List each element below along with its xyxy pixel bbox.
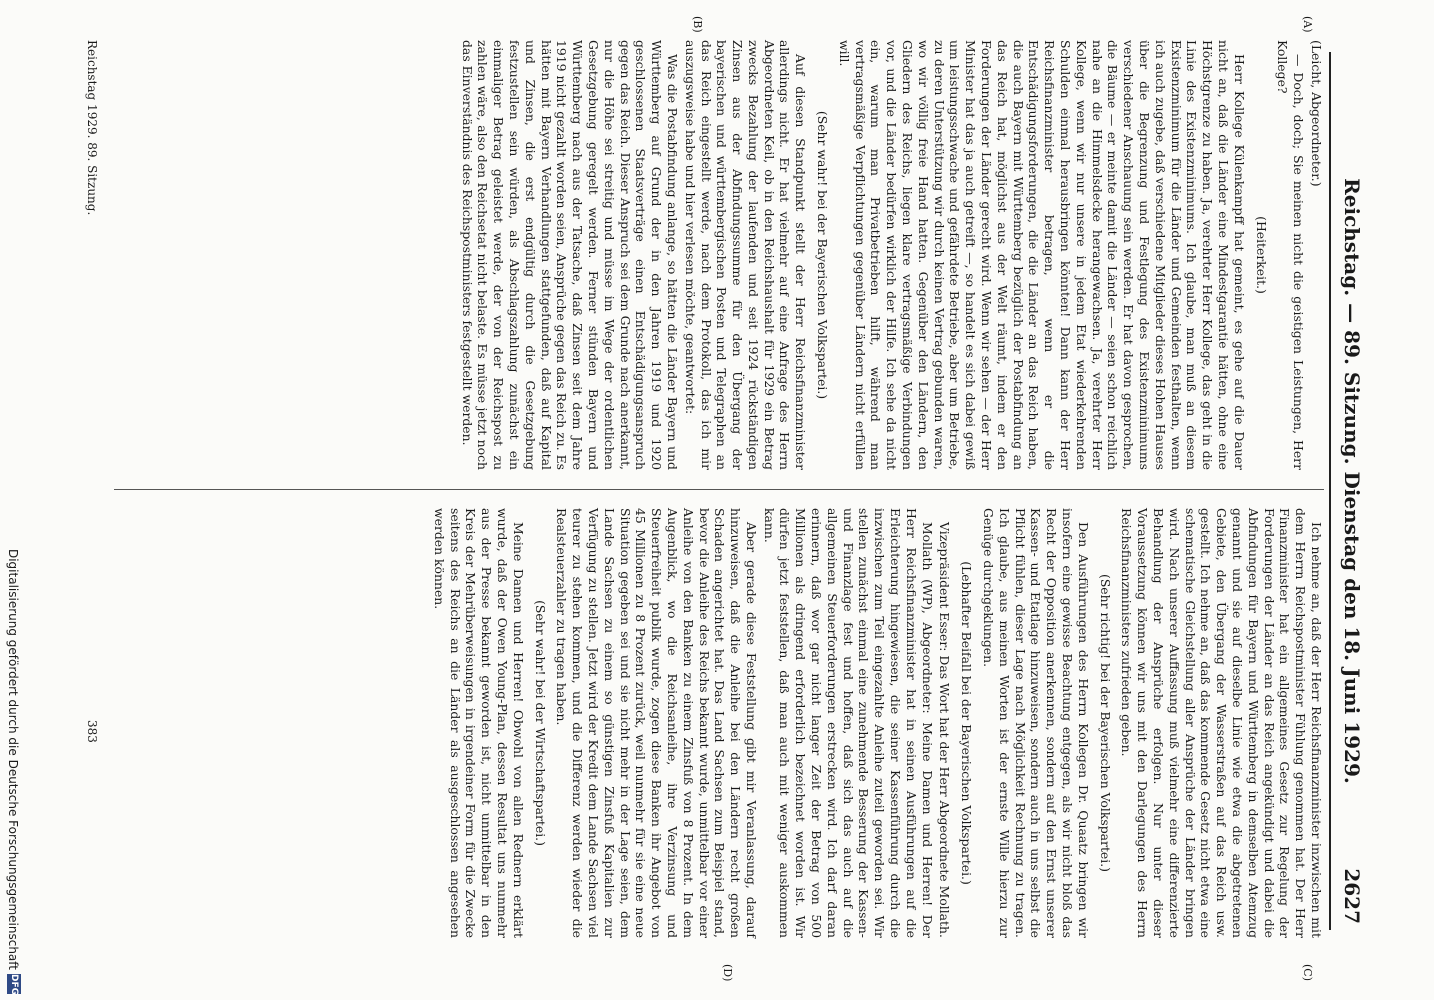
interjection: (Sehr richtig! bei der Bayerischen Volkspartei.) <box>1097 573 1113 873</box>
margin-marker-a: (A) <box>1301 16 1314 33</box>
paragraph: Auf diesen Standpunkt stellt der Herr Reichsfinanzminister allerdings nicht. Er hat vielmehr auf eine Anfrage des Herrn Abgeordneten Keil, ob in den Reichshaushalt für 1929 ein Betrag zwecks Bezahlung der laufenden und seit 1924 rückständigen Zinsen aus der Abfindungssumme für den Übergang der bayerischen und württembergischen Posten und Telegraphen an das Reich eingestellt werde, nach dem Protokoll, das ich mir auszugsweise habe und hier verlesen möchte, geantwortet: <box>682 40 809 470</box>
page-title: Reichstag. — 89. Sitzung. Dienstag den 18. Juni 1929. <box>1340 178 1364 784</box>
speaker-announcement: Vizepräsident Esser: Das Wort hat der Herr Abgeordnete Mollath. <box>937 522 953 938</box>
right-column <box>429 508 1324 938</box>
paragraph: Aber gerade diese Feststellung gibt mir Veranlassung, darauf hinzuweisen, daß die Anleihe bei den Ländern recht großen Schaden angerichtet hat. Das Land Sachsen zum Beispiel stand, bevor die Anleihe des Reichs bekannt wurde, unmittelbar vor einer Anleihe von den Banken zu einem Zinsfuß von 8 Prozent. In dem Augenblick, wo die Reichsanleihe, ihre Verzinsung und Steuerfreiheit publik wurde, zogen diese Banken ihr Angebot von 45 Millionen zu 8 Prozent zurück, weil nunmehr für sie eine neue Situation gegeben sei und sie nicht mehr in der Lage seien, dem Lande Sachsen zu einem so günstigen Zinsfuß Kapitalien zur Verfügung zu stellen. Jetzt wird der Kredit dem Lande Sachsen viel teurer zu stehen kommen, und die Differenz werden wieder die Realsteuerzahler zu tragen haben. <box>554 508 759 938</box>
page-number: 2627 <box>1340 868 1364 924</box>
interjection: (Heiterkeit.) <box>1253 216 1269 294</box>
credit-text: Digitalisierung gefördert durch die Deutsche Forschungsgemeinschaft <box>6 548 20 970</box>
interjection: (Sehr wahr! bei der Wirtschaftspartei.) <box>532 600 548 846</box>
interjection: (Lebhafter Beifall bei der Bayerischen Volkspartei.) <box>959 561 975 885</box>
header-rule <box>1329 52 1331 930</box>
speaker-label: (Leicht, Abgeordneter.) <box>1309 40 1324 187</box>
digitization-credit <box>2 0 24 1000</box>
page-header <box>1332 52 1372 930</box>
column-divider <box>114 489 1324 490</box>
margin-marker-d: (D) <box>721 964 734 982</box>
paragraph: Den Ausführungen des Herrn Kollegen Dr. Quaatz bringen wir insofern eine gewisse Beachtung entgegen, als wir nicht bloß das Recht der Opposition anerkennen, sondern auf den Ernst unserer Kassen- und Etatlage hinzuweisen, sondern auch in uns selbst die Pflicht fühlen, dieser Lage nach Möglichkeit Rechnung zu tragen. Ich glaube, aus meinen Worten ist der ernste Wille hierzu zur Genüge durchgeklungen. <box>981 508 1091 938</box>
paragraph: Meine Damen und Herren! Obwohl von allen Rednern erklärt wurde, daß der Owen Young-Plan, dessen Resultat uns nunmehr aus der Presse bekannt geworden ist, nicht unmittelbar in den Kreis der Mehrüberweisungen in irgendeiner Form für die Zwecke seitens des Reichs an die Länder als ausgeschlossen angesehen werden können. <box>431 508 526 938</box>
interjection: (Sehr wahr! bei der Bayerischen Volkspartei.) <box>815 110 831 400</box>
paragraph: Mollath (WP), Abgeordneter: Meine Damen und Herren! Der Herr Reichsfinanzminister hat in seinen Ausführungen auf die Erleichterung hingewiesen, die seiner Kassenführung durch die inzwischen zum Teil eingezahlte Anleihe zuteil geworden sei. Wir stellen zunächst einmal eine zunehmende Besserung der Kassen- und Finanzlage fest und hoffen, daß sich das auch auf die allgemeinen Steuerforderungen erstrecken wird. Ich darf daran erinnern, daß wor gar nicht langer Zeit der Betrag von 500 Millionen als dringend erforderlich bezeichnet worden ist. Wir dürfen jetzt feststellen, daß man auch mit weniger auskommen kann. <box>761 508 935 938</box>
paragraph: Herr Kollege Külenkampff hat gemeint, es gehe auf die Dauer nicht an, daß die Länder eine Mindestgarantie hätten, ohne eine Höchstgrenze zu haben. Ja, verehrter Herr Kollege, das geht in die Linie des Existenzminimums. Ich glaube, man muß an diesem Existenzminimum für die Länder und Gemeinden festhalten, wenn ich auch zugebe, daß verschiedene Mitglieder dieses Hohen Hauses über die Begrenzung und Festlegung des Existenzminimums verschiedener Anschauung sein werden. Er hat davon gesprochen, die Bäume — er meinte damit die Länder — seien schon reichlich nahe an die Himmelsdecke herangewachsen. Ja, verehrter Herr Kollege, wenn wir nur unsere in jedem Etat wiederkehrenden Schulden einmal herausbringen könnten! Dann kann der Herr Reichsfinanzminister betragen, wenn er die Entschädigungsforderungen, die die Länder an das Reich haben, die auch Bayern mit Württemberg bezüglich der Postabfindung an das Reich hat, möglichst aus der Welt räumt, indem er den Forderungen der Länder gerecht wird. Wenn wir sehen — der Herr Minister hat das ja auch getreift —, so handelt es sich dabei gewiß um leistungsschwache und gefährdete Betriebe, aber um Betriebe, zu deren Unterstützung wir durch keinen Vertrag gebunden waren, wo wir völlig freie Hand hatten. Gegenüber den Ländern, den Gliedern des Reichs, liegen klare vertragsmäßige Verbindungen vor, und die Länder bedürfen wirklich der Hilfe. Ich sehe da nicht ein, warum man Privatbetrieben hilft, während man vertragsmäßige Verpflichtungen gegenüber Ländern nicht erfüllen will. <box>836 40 1247 470</box>
paragraph: Ich nehme an, daß der Herr Reichsfinanzminister inzwischen mit dem Herrn Reichspostminister Fühlung genommen hat. Der Herr Finanzminister hat ein allgemeines Gesetz zur Regelung der Forderungen der Länder an das Reich angekündigt und dabei die Abfindungen für Bayern und Württemberg in demselben Atemzug genannt und sie auf dieselbe Linie wie etwa die abgetretenen Gebiete, den Übergang der Wasserstraßen auf das Reich usw. gestellt. Ich nehme an, daß das kommende Gesetz nicht etwa eine schematische Gleichstellung aller Ansprüche der Länder bringen wird. Nach unserer Auffassung muß vielmehr eine differenzierte Behandlung der Ansprüche erfolgen. Nur unter dieser Voraussetzung können wir uns mit den Darlegungen des Herrn Reichsfinanzministers zufrieden geben. <box>1119 508 1324 938</box>
dfg-logo-icon: DFG <box>9 974 19 996</box>
left-column <box>457 40 1324 470</box>
paragraph: — Doch, doch; Sie meinen nicht die geistigen Leistungen, Herr Kollege? <box>1275 40 1307 470</box>
footer-page-number: 383 <box>85 720 99 743</box>
margin-marker-b: (B) <box>691 16 704 33</box>
footer-left: Reichstag 1929. 89. Sitzung. <box>85 40 99 216</box>
quoted-paragraph: Was die Postabfindung anlange, so hätten die Länder Bayern und Württemberg auf Grund der in den Jahren 1919 und 1920 geschlossenen Staatsverträge einen Entschädigungsanspruch gegen das Reich. Dieser Anspruch sei dem Grunde nach anerkannt, nur die Höhe sei streitig und müsse im Wege der ordentlichen Gesetzgebung geregelt werden. Ferner stünden Bayern und Württemberg nach aus der Tatsache, daß Zinsen seit dem Jahre 1919 nicht gezahlt worden seien, Ansprüche gegen das Reich zu. Es hätten mit Bayern Verhandlungen stattgefunden, daß auf Kapital und Zinsen, die erst endgültig durch die Gesetzgebung festzustellen sein würden, als Abschlagszahlung zunächst ein einmaliger Betrag geleistet werde, der von der Reichspost zu zahlen wäre, also den Reichsetat nicht belaste. Es müsse jetzt noch das Einverständnis des Reichspostministers festgestellt werden. <box>459 40 680 470</box>
margin-marker-c: (C) <box>1301 964 1314 981</box>
